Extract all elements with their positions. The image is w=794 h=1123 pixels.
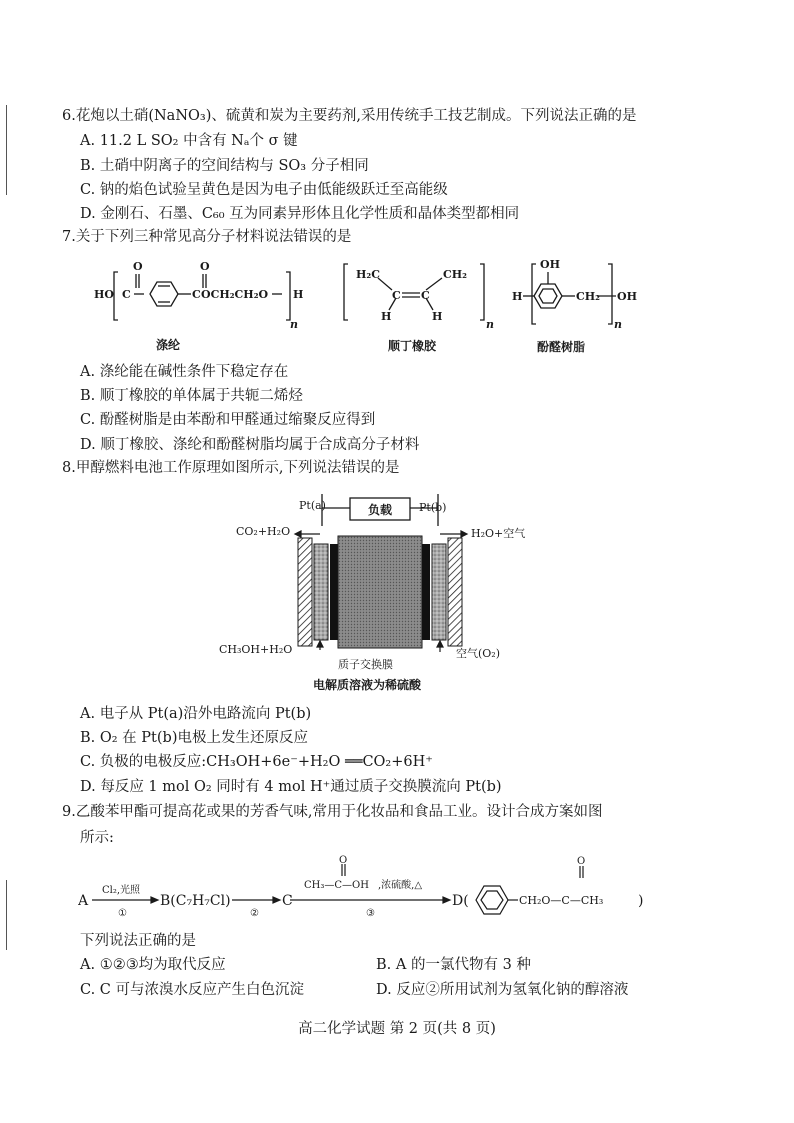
q9-option-d: D. 反应②所用试剂为氢氧化钠的醇溶液: [376, 982, 629, 998]
scheme-cond3: ,浓硫酸,△: [378, 880, 423, 891]
q9-stem-line1: 9.乙酸苯甲酯可提高花或果的芳香气味,常用于化妆品和食品工业。设计合成方案如图: [62, 804, 603, 820]
scheme-step1: ①: [118, 908, 127, 919]
rubber-n: n: [486, 318, 494, 330]
q8-stem: 8.甲醇燃料电池工作原理如图所示,下列说法错误的是: [62, 460, 400, 476]
q8-option-a: A. 电子从 Pt(a)沿外电路流向 Pt(b): [80, 706, 312, 722]
synthesis-scheme: [78, 852, 678, 922]
resin-h: H: [512, 290, 523, 303]
scheme-d: D(: [452, 893, 469, 909]
polyester-c1: C: [122, 288, 131, 301]
polyester-n: n: [290, 318, 298, 330]
scheme-c: C: [282, 893, 293, 909]
q9-option-c: C. C 可与浓溴水反应产生白色沉淀: [80, 982, 304, 998]
q7-caption-resin: 酚醛树脂: [537, 340, 586, 354]
q6-option-d: D. 金刚石、石墨、C₆₀ 互为同素异形体且化学性质和晶体类型都相同: [80, 206, 520, 222]
rubber-h1: H: [381, 310, 392, 323]
scheme-cond1: Cl₂,光照: [102, 885, 141, 896]
q6-option-b: B. 土硝中阴离子的空间结构与 SO₃ 分子相同: [80, 158, 369, 174]
inlet-right-label: 空气(O₂): [456, 647, 501, 660]
electrode-b: [422, 544, 430, 640]
polyester-c2: C: [192, 288, 201, 301]
polyester-ho: HO: [94, 288, 114, 301]
q8-option-d: D. 每反应 1 mol O₂ 同时有 4 mol H⁺通过质子交换膜流向 Pt(b): [80, 779, 502, 795]
scheme-d-o: O: [577, 856, 586, 867]
q7-stem: 7.关于下列三种常见高分子材料说法错误的是: [62, 229, 352, 245]
outlet-left-label: CO₂+H₂O: [236, 525, 291, 538]
inlet-left-label: CH₃OH+H₂O: [219, 643, 293, 656]
q8-option-c: C. 负极的电极反应:CH₃OH+6e⁻+H₂O ══CO₂+6H⁺: [80, 754, 433, 770]
scheme-step3: ③: [366, 908, 375, 919]
rubber-c1: C: [392, 289, 401, 302]
resin-oh1: OH: [540, 258, 560, 271]
rubber-h2: H: [432, 310, 443, 323]
q6-stem: 6.花炮以土硝(NaNO₃)、硫黄和炭为主要药剂,采用传统手工技艺制成。下列说法正确的是: [62, 108, 637, 124]
resin-ch2: CH₂: [576, 290, 600, 303]
electrode-a: [330, 544, 338, 640]
binding-margin-line: [6, 880, 7, 950]
q9-option-b: B. A 的一氯代物有 3 种: [376, 957, 531, 973]
rubber-c2: C: [421, 289, 430, 302]
scheme-d-group: CH₂O—C—CH₃: [519, 894, 604, 907]
q9-option-a: A. ①②③均为取代反应: [80, 957, 226, 973]
pt-a-label: Pt(a): [299, 499, 326, 512]
scheme-step2: ②: [250, 908, 259, 919]
resin-oh2: OH: [617, 290, 637, 303]
q8-option-b: B. O₂ 在 Pt(b)电极上发生还原反应: [80, 730, 308, 746]
outlet-right-label: H₂O+空气: [471, 527, 526, 540]
q7-structures-figure: [86, 250, 686, 330]
q7-option-a: A. 涤纶能在碱性条件下稳定存在: [80, 364, 289, 380]
polyester-chain: OCH₂CH₂O: [201, 288, 269, 301]
q7-caption-rubber: 顺丁橡胶: [388, 339, 437, 353]
polyester-h: H: [293, 288, 304, 301]
fuel-cell-diagram: [290, 494, 470, 654]
q6-option-a: A. 11.2 L SO₂ 中含有 Nₐ个 σ 键: [80, 133, 298, 149]
scheme-reagent: CH₃—C—OH: [304, 880, 369, 891]
polyester-o2: O: [200, 260, 210, 273]
scheme-reagent-o: O: [339, 855, 348, 866]
q6-option-c: C. 钠的焰色试验呈黄色是因为电子由低能级跃迁至高能级: [80, 182, 448, 198]
scheme-d-close: ): [638, 893, 644, 909]
q9-stem-line2: 所示:: [80, 830, 114, 846]
q7-option-d: D. 顺丁橡胶、涤纶和酚醛树脂均属于合成高分子材料: [80, 437, 420, 453]
binding-margin-line: [6, 105, 7, 195]
electrolyte-chamber: [338, 536, 422, 648]
q7-option-c: C. 酚醛树脂是由苯酚和甲醛通过缩聚反应得到: [80, 412, 376, 428]
rubber-h2c: H₂C: [356, 268, 380, 281]
rubber-ch2: CH₂: [443, 268, 467, 281]
membrane-label: 质子交换膜: [338, 658, 393, 671]
q9-lead: 下列说法正确的是: [80, 933, 196, 949]
page-footer: 高二化学试题 第 2 页(共 8 页): [298, 1021, 496, 1037]
pt-b-label: Pt(b): [419, 501, 447, 514]
scheme-b: B(C₇H₇Cl): [160, 893, 231, 909]
q7-caption-polyester: 涤纶: [156, 338, 181, 352]
load-label: 负载: [367, 503, 393, 517]
polyester-o1: O: [133, 260, 143, 273]
scheme-a: A: [78, 893, 89, 909]
resin-n: n: [614, 318, 622, 330]
q8-caption: 电解质溶液为稀硫酸: [313, 678, 422, 692]
q7-option-b: B. 顺丁橡胶的单体属于共轭二烯烃: [80, 388, 303, 404]
